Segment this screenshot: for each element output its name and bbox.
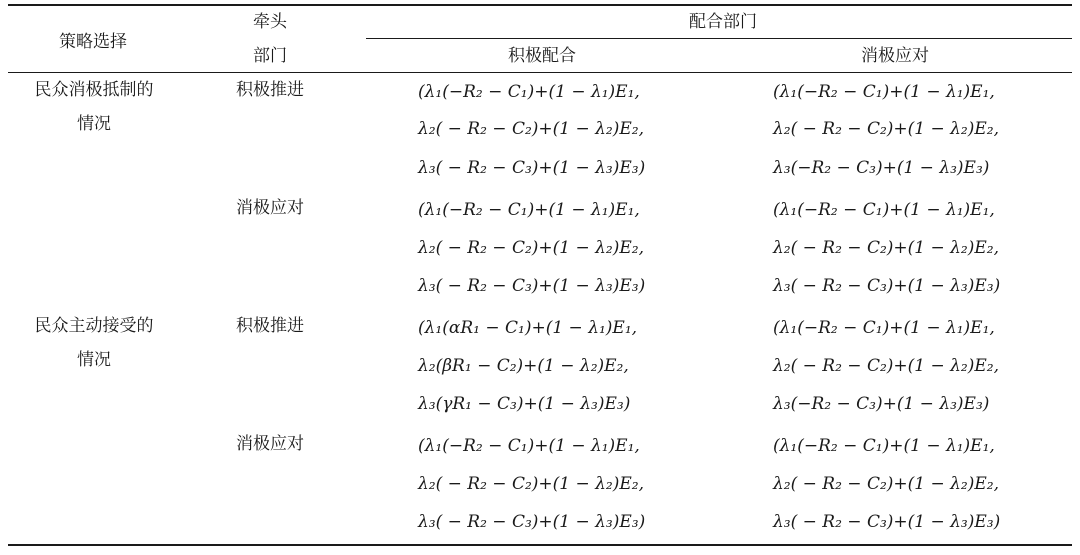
lead-label: 积极推进 bbox=[236, 316, 304, 336]
formula-positive-line: λ₂( − R₂ − C₂)+(1 − λ₂)E₂, bbox=[418, 474, 644, 494]
group-label-line1: 民众消极抵制的 bbox=[34, 80, 154, 100]
formula-negative-line: λ₂( − R₂ − C₂)+(1 − λ₂)E₂, bbox=[773, 356, 999, 376]
header-lead-line2: 部门 bbox=[253, 46, 287, 66]
table-header-rule bbox=[8, 72, 1072, 73]
formula-positive-line: λ₃( − R₂ − C₃)+(1 − λ₃)E₃) bbox=[418, 158, 646, 178]
formula-negative-line: (λ₁(−R₂ − C₁)+(1 − λ₁)E₁, bbox=[773, 82, 995, 102]
formula-positive-line: (λ₁(−R₂ − C₁)+(1 − λ₁)E₁, bbox=[418, 436, 640, 456]
lead-label: 消极应对 bbox=[236, 198, 304, 218]
group-label-line1: 民众主动接受的 bbox=[34, 316, 154, 336]
formula-positive-line: (λ₁(−R₂ − C₁)+(1 − λ₁)E₁, bbox=[418, 200, 640, 220]
formula-negative-line: λ₂( − R₂ − C₂)+(1 − λ₂)E₂, bbox=[773, 238, 999, 258]
header-lead-line1: 牵头 bbox=[253, 12, 287, 32]
formula-positive-line: λ₂( − R₂ − C₂)+(1 − λ₂)E₂, bbox=[418, 238, 644, 258]
formula-negative-line: (λ₁(−R₂ − C₁)+(1 − λ₁)E₁, bbox=[773, 436, 995, 456]
formula-positive-line: (λ₁(−R₂ − C₁)+(1 − λ₁)E₁, bbox=[418, 82, 640, 102]
formula-positive-line: λ₂(βR₁ − C₂)+(1 − λ₂)E₂, bbox=[418, 356, 629, 376]
header-coop-negative: 消极应对 bbox=[861, 46, 929, 66]
table-top-rule bbox=[8, 4, 1072, 6]
group-label-line2: 情况 bbox=[77, 350, 111, 370]
lead-label: 积极推进 bbox=[236, 80, 304, 100]
formula-positive-line: λ₃(γR₁ − C₃)+(1 − λ₃)E₃) bbox=[418, 394, 631, 414]
formula-positive-line: λ₃( − R₂ − C₃)+(1 − λ₃)E₃) bbox=[418, 276, 646, 296]
formula-positive-line: (λ₁(αR₁ − C₁)+(1 − λ₁)E₁, bbox=[418, 318, 638, 338]
formula-positive-line: λ₂( − R₂ − C₂)+(1 − λ₂)E₂, bbox=[418, 119, 644, 139]
formula-negative-line: λ₂( − R₂ − C₂)+(1 − λ₂)E₂, bbox=[773, 474, 999, 494]
formula-negative-line: λ₃(−R₂ − C₃)+(1 − λ₃)E₃) bbox=[773, 158, 990, 178]
formula-negative-line: λ₂( − R₂ − C₂)+(1 − λ₂)E₂, bbox=[773, 119, 999, 139]
header-coop-positive: 积极配合 bbox=[508, 46, 576, 66]
table-bottom-rule bbox=[8, 544, 1072, 546]
formula-negative-line: λ₃( − R₂ − C₃)+(1 − λ₃)E₃) bbox=[773, 512, 1001, 532]
formula-negative-line: λ₃(−R₂ − C₃)+(1 − λ₃)E₃) bbox=[773, 394, 990, 414]
formula-negative-line: (λ₁(−R₂ − C₁)+(1 − λ₁)E₁, bbox=[773, 318, 995, 338]
table-subheader-rule bbox=[366, 38, 1072, 39]
header-strategy: 策略选择 bbox=[59, 32, 127, 52]
formula-negative-line: (λ₁(−R₂ − C₁)+(1 − λ₁)E₁, bbox=[773, 200, 995, 220]
formula-negative-line: λ₃( − R₂ − C₃)+(1 − λ₃)E₃) bbox=[773, 276, 1001, 296]
formula-positive-line: λ₃( − R₂ − C₃)+(1 − λ₃)E₃) bbox=[418, 512, 646, 532]
group-label-line2: 情况 bbox=[77, 114, 111, 134]
payoff-table bbox=[8, 4, 1072, 546]
lead-label: 消极应对 bbox=[236, 434, 304, 454]
header-coop: 配合部门 bbox=[689, 12, 757, 32]
